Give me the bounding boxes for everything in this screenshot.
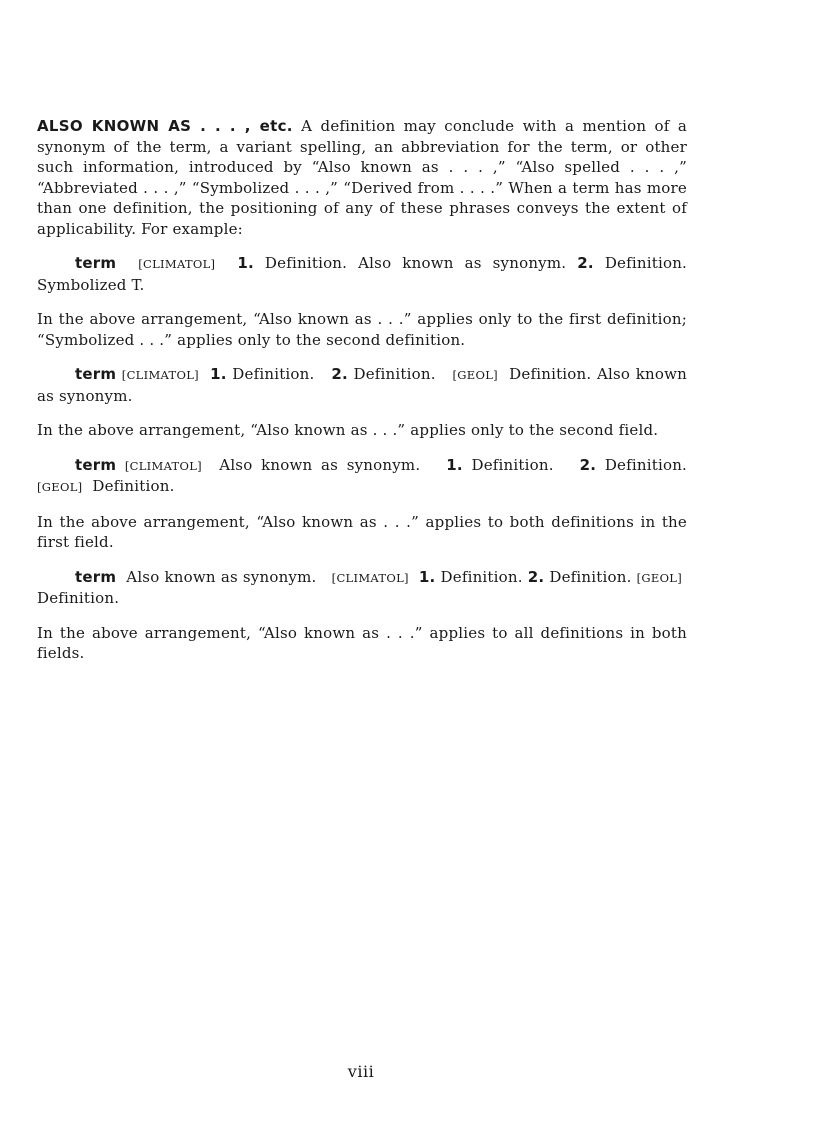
intro-text: A definition may conclude with a mention of a synonym of the term, a variant spelling, an abbreviation for the term, or other such information, introduced by “Also known as . . . ,” “Also spelled . . . ,” “Abbreviated . . . ,” “Symbolized . . . ,” “Derived from . . . .” When a term has more than one definition, the positioning of any of these phrases conveys the extent of applicability. For example: xyxy=(37,117,687,238)
definition-text-2: Definition. xyxy=(596,455,688,474)
section-heading: ALSO KNOWN AS . . . , etc. xyxy=(37,117,293,135)
definition-number-2: 2. xyxy=(331,365,348,383)
definition-text-3: Definition. xyxy=(37,589,120,607)
example-entry-4 xyxy=(37,567,687,609)
definition-number-1: 1. xyxy=(210,365,227,383)
definition-number-2: 2. xyxy=(577,254,594,272)
page-content xyxy=(37,116,687,678)
explanation-4: In the above arrangement, “Also known as . . .” applies to all definitions in both fields. xyxy=(37,623,687,662)
definition-text-2: Definition. xyxy=(544,567,637,586)
example-entry-1 xyxy=(37,253,687,295)
entry-term: term xyxy=(75,567,117,586)
definition-text-1: Definition. xyxy=(226,365,321,383)
example-entry-3 xyxy=(37,455,687,498)
page-number: viii xyxy=(347,1062,375,1081)
entry-term: term xyxy=(75,254,117,272)
explanation-1: In the above arrangement, “Also known as . . .” applies only to the first definition; “Symbolized . . .” applies only to the second definition. xyxy=(37,310,687,349)
explanation-2: In the above arrangement, “Also known as . . .” applies only to the second field. xyxy=(37,421,659,439)
example-entry-2 xyxy=(37,364,687,406)
definition-text-1: Definition. Also known as synonym. xyxy=(253,254,578,272)
synonym-text: Also known as synonym. xyxy=(126,567,322,586)
synonym-text: Also known as synonym. xyxy=(219,455,429,474)
explanation-3: In the above arrangement, “Also known as . . .” applies to both definitions in the first field. xyxy=(37,512,687,551)
definition-number-1: 1. xyxy=(418,567,436,586)
definition-text-1: Definition. xyxy=(462,455,563,474)
definition-text-2: Definition. xyxy=(347,365,442,383)
definition-text-1: Definition. xyxy=(435,567,528,586)
intro-paragraph xyxy=(37,116,687,239)
definition-number-1: 1. xyxy=(446,455,463,474)
field-label-geol: [GEOL] xyxy=(452,368,498,382)
field-label-geol: [GEOL] xyxy=(37,480,83,494)
definition-number-1: 1. xyxy=(237,254,254,272)
field-label-geol: [GEOL] xyxy=(636,570,683,585)
entry-term: term xyxy=(75,455,117,474)
definition-text-2: Definition. Symbolized T. xyxy=(37,254,688,294)
field-label-climatol: [CLIMATOL] xyxy=(331,570,409,585)
field-label-climatol: [CLIMATOL] xyxy=(138,257,216,271)
definition-number-2: 2. xyxy=(527,567,545,586)
entry-term: term xyxy=(75,365,117,383)
definition-text-3: Definition. Also known as synonym. xyxy=(37,365,688,405)
definition-number-2: 2. xyxy=(579,455,597,474)
field-label-climatol: [CLIMATOL] xyxy=(121,368,199,382)
definition-text-3: Definition. xyxy=(92,477,175,495)
field-label-climatol: [CLIMATOL] xyxy=(124,458,202,473)
